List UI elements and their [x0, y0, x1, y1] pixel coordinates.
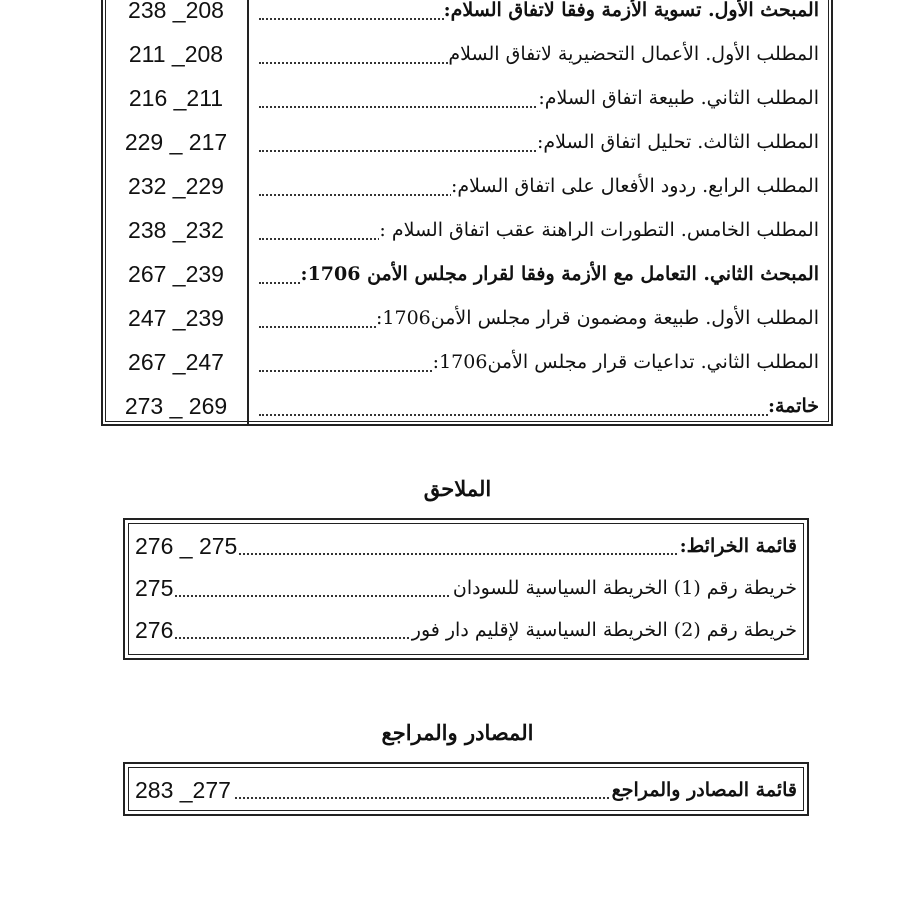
appendix-title: قائمة الخرائط: — [678, 526, 797, 566]
toc-entry — [259, 0, 819, 32]
appendix-page-range: 276 — [135, 610, 175, 650]
toc-entry-title: المطلب الأول. طبيعة ومضمون قرار مجلس الأمن1706: — [376, 307, 819, 329]
toc-entry-title: خاتمة: — [767, 395, 819, 417]
appendices-heading: الملاحق — [423, 476, 492, 501]
appendix-title: خريطة رقم (2) الخريطة السياسية لإقليم دار فور — [410, 610, 797, 650]
appendix-row — [135, 610, 797, 650]
toc-entry-title: المطلب الثاني. طبيعة اتفاق السلام: — [538, 87, 819, 109]
toc-page-range: 238 _208 — [128, 0, 224, 23]
appendix-row — [135, 568, 797, 608]
toc-page-range: 267 _239 — [128, 261, 224, 287]
toc-row — [103, 76, 831, 120]
references-box — [123, 762, 809, 816]
appendix-page-range: 276 _ 275 — [135, 526, 239, 566]
toc-entry — [259, 384, 819, 428]
appendix-title: خريطة رقم (1) الخريطة السياسية للسودان — [451, 568, 797, 608]
toc-page-range: 232 _229 — [128, 173, 224, 199]
toc-page-range: 238 _232 — [128, 217, 224, 243]
toc-row — [103, 120, 831, 164]
toc-entry — [259, 252, 819, 296]
reference-row — [135, 770, 797, 810]
toc-page-range: 247 _239 — [128, 305, 224, 331]
appendices-box — [123, 518, 809, 660]
toc-row — [103, 384, 831, 428]
reference-page-range: 283 _277 — [135, 770, 233, 810]
toc-entry-title: المبحث الثاني. التعامل مع الأزمة وفقا لقرار مجلس الأمن 1706: — [300, 263, 819, 285]
toc-entry — [259, 120, 819, 164]
toc-row — [103, 164, 831, 208]
appendix-row — [135, 526, 797, 566]
toc-entry — [259, 164, 819, 208]
toc-entry — [259, 208, 819, 252]
toc-row — [103, 340, 831, 384]
toc-page-range: 211 _208 — [128, 41, 224, 67]
toc-row — [103, 0, 831, 32]
toc-page-range: 216 _211 — [128, 85, 224, 111]
toc-entry — [259, 32, 819, 76]
toc-row — [103, 32, 831, 76]
toc-entry — [259, 340, 819, 384]
toc-page-range: 229 _ 217 — [124, 129, 228, 155]
references-heading: المصادر والمراجع — [381, 720, 534, 745]
toc-entry — [259, 296, 819, 340]
toc-entry-title: المطلب الخامس. التطورات الراهنة عقب اتفاق السلام : — [379, 219, 819, 241]
reference-title: قائمة المصادر والمراجع — [610, 770, 797, 810]
toc-table — [101, 0, 833, 426]
appendix-page-range: 275 — [135, 568, 175, 608]
toc-page-range: 273 _ 269 — [124, 393, 228, 419]
toc-row — [103, 208, 831, 252]
toc-entry-title: المطلب الرابع. ردود الأفعال على اتفاق السلام: — [450, 175, 819, 197]
toc-page-range: 267 _247 — [128, 349, 224, 375]
toc-entry-title: المبحث الأول. تسوية الأزمة وفقا لاتفاق السلام: — [443, 0, 819, 21]
toc-entry-title: المطلب الثاني. تداعيات قرار مجلس الأمن1706: — [432, 351, 819, 373]
toc-entry-title: المطلب الأول. الأعمال التحضيرية لاتفاق السلام — [448, 43, 819, 65]
toc-entry-title: المطلب الثالث. تحليل اتفاق السلام: — [536, 131, 819, 153]
toc-row — [103, 252, 831, 296]
toc-entry — [259, 76, 819, 120]
toc-row — [103, 296, 831, 340]
